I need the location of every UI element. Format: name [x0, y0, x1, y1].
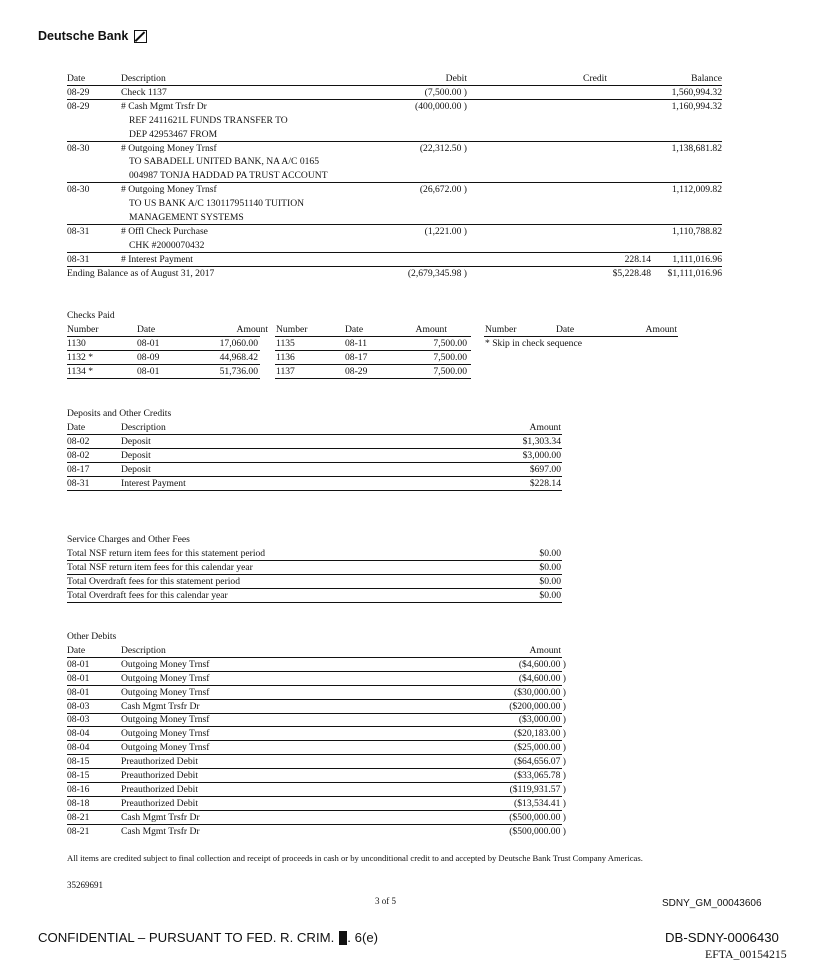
debit-amount: ($30,000.00 ) [514, 686, 566, 698]
other-debits-title-text: Other Debits [67, 631, 117, 642]
debit-date: 08-04 [67, 728, 90, 740]
fee-description: Total NSF return item fees for this calendar year [67, 561, 253, 573]
debit-amount: ($64,656.07 ) [514, 756, 566, 768]
checks-header [67, 323, 722, 337]
other-debit-row [67, 783, 722, 797]
other-debit-row [67, 672, 722, 686]
transaction-date: 08-30 [67, 184, 90, 196]
fee-description: Total Overdraft fees for this statement period [67, 575, 241, 587]
col-header-description: Description [121, 421, 166, 433]
transaction-description: TO SABADELL UNITED BANK, NA A/C 0165 [129, 156, 320, 168]
debit-description: Outgoing Money Trnsf [121, 714, 210, 726]
check-date: 08-01 [137, 337, 160, 349]
debit-date: 08-01 [67, 672, 90, 684]
transaction-description: # Cash Mgmt Trsfr Dr [121, 100, 207, 112]
other-debit-row [67, 769, 722, 783]
other-debit-row [67, 686, 722, 700]
transaction-debit: (22,312.50 ) [419, 142, 467, 154]
transactions-header [67, 72, 722, 86]
fee-amount: $0.00 [539, 575, 561, 587]
col-header-description: Description [121, 644, 166, 656]
debit-date: 08-03 [67, 700, 90, 712]
transaction-debit: (26,672.00 ) [419, 184, 467, 196]
deposit-amount: $697.00 [529, 463, 561, 475]
ending-balance-total: $1,111,016.96 [667, 267, 722, 279]
transaction-description: TO US BANK A/C 130117951140 TUITION [129, 198, 305, 210]
confidential-prefix: CONFIDENTIAL – PURSUANT TO FED. R. CRIM. [38, 930, 335, 945]
transaction-description: # Interest Payment [121, 253, 193, 265]
check-amount: 17,060.00 [219, 337, 258, 349]
debit-date: 08-18 [67, 797, 90, 809]
checks-paid-title [67, 309, 722, 323]
deposit-description: Interest Payment [121, 477, 186, 489]
transaction-description: 004987 TONJA HADDAD PA TRUST ACCOUNT [129, 170, 328, 182]
debit-description: Outgoing Money Trnsf [121, 672, 210, 684]
row-rule [67, 378, 260, 379]
debit-date: 08-21 [67, 825, 90, 837]
check-date: 08-29 [345, 365, 368, 377]
deposit-description: Deposit [121, 463, 151, 475]
transaction-row-continuation [67, 239, 722, 253]
deposit-date: 08-17 [67, 463, 90, 475]
check-amount: 7,500.00 [433, 351, 467, 363]
deutsche-bank-slash-icon [134, 30, 147, 43]
debit-amount: ($4,600.00 ) [518, 672, 566, 684]
deposit-description: Deposit [121, 435, 151, 447]
check-row [67, 337, 722, 351]
ending-balance-label: Ending Balance as of August 31, 2017 [67, 267, 215, 279]
other-debit-row [67, 727, 722, 741]
row-rule [67, 602, 562, 603]
disclaimer: All items are credited subject to final collection and receipt of proceeds in cash or by unconditional credit to and accepted by Deutsche Bank Trust Company Americas. [67, 853, 643, 863]
check-number: 1132 * [67, 351, 94, 363]
transaction-row-continuation [67, 128, 722, 142]
transaction-balance: 1,112,009.82 [671, 184, 722, 196]
transaction-date: 08-29 [67, 100, 90, 112]
row-rule [275, 378, 471, 379]
deposit-row [67, 435, 722, 449]
transaction-balance: 1,560,994.32 [671, 86, 722, 98]
check-number: 1137 [276, 365, 295, 377]
deposit-date: 08-31 [67, 477, 90, 489]
col-header-date: Date [67, 644, 86, 656]
transaction-row [67, 225, 722, 239]
check-amount: 7,500.00 [433, 337, 467, 349]
col-header-amount: Amount [645, 323, 677, 335]
bates-number-sdny: SDNY_GM_00043606 [662, 898, 762, 909]
debit-date: 08-03 [67, 714, 90, 726]
transaction-description: # Outgoing Money Trnsf [121, 142, 217, 154]
col-header-date: Date [345, 323, 364, 335]
col-header-amount: Amount [415, 323, 447, 335]
deposit-date: 08-02 [67, 435, 90, 447]
col-header-date: Date [556, 323, 575, 335]
transaction-row-continuation [67, 169, 722, 183]
deposit-amount: $228.14 [529, 477, 561, 489]
debit-amount: ($500,000.00 ) [509, 825, 566, 837]
col-header-debit: Debit [445, 73, 467, 84]
other-debits-title [67, 630, 722, 644]
check-amount: 7,500.00 [433, 365, 467, 377]
transaction-row [67, 183, 722, 197]
transaction-debit: (400,000.00 ) [415, 100, 467, 112]
other-debit-row [67, 811, 722, 825]
transaction-date: 08-31 [67, 225, 90, 237]
fee-amount: $0.00 [539, 561, 561, 573]
ending-credit-total: $5,228.48 [612, 267, 651, 279]
efta-number: EFTA_00154215 [705, 947, 787, 961]
fee-row [67, 575, 722, 589]
col-header-date: Date [67, 73, 86, 84]
bank-logo [38, 29, 147, 43]
other-debit-row [67, 755, 722, 769]
deposits-header [67, 421, 722, 435]
col-header-number: Number [276, 323, 308, 335]
check-date: 08-01 [137, 365, 160, 377]
debit-description: Cash Mgmt Trsfr Dr [121, 825, 200, 837]
debit-description: Preauthorized Debit [121, 770, 198, 781]
transaction-description: CHK #2000070432 [129, 239, 205, 251]
check-row [67, 365, 722, 379]
check-date: 08-11 [345, 337, 368, 349]
other-debit-row [67, 700, 722, 714]
fee-row [67, 589, 722, 603]
page-number: 3 of 5 [375, 896, 396, 906]
ending-debit-total: (2,679,345.98 ) [407, 267, 467, 279]
checks-paid-title-text: Checks Paid [67, 310, 115, 321]
transaction-description: # Outgoing Money Trnsf [121, 184, 217, 196]
col-header-amount: Amount [529, 421, 561, 433]
fee-amount: $0.00 [539, 589, 561, 601]
deposit-date: 08-02 [67, 449, 90, 461]
transaction-credit: 228.14 [624, 253, 651, 265]
col-header-description: Description [121, 73, 166, 84]
deposit-row [67, 463, 722, 477]
confidential-suffix: . 6(e) [347, 930, 379, 945]
transaction-balance: 1,138,681.82 [671, 142, 722, 154]
redaction-box [339, 931, 347, 945]
debit-date: 08-16 [67, 783, 90, 795]
transaction-date: 08-29 [67, 86, 90, 98]
debit-date: 08-04 [67, 742, 90, 754]
transaction-row [67, 142, 722, 156]
other-debit-row [67, 741, 722, 755]
account-code: 35269691 [67, 880, 103, 890]
debit-amount: ($20,183.00 ) [514, 728, 566, 740]
check-amount: 44,968.42 [219, 351, 258, 363]
debit-description: Outgoing Money Trnsf [121, 686, 210, 698]
debit-date: 08-01 [67, 658, 90, 670]
debit-date: 08-21 [67, 811, 90, 823]
deposit-description: Deposit [121, 449, 151, 461]
transaction-date: 08-30 [67, 142, 90, 154]
debit-amount: ($200,000.00 ) [509, 700, 566, 712]
deposit-amount: $3,000.00 [522, 449, 561, 461]
other-debit-row [67, 713, 722, 727]
transaction-debit: (7,500.00 ) [424, 86, 467, 98]
debit-description: Outgoing Money Trnsf [121, 728, 210, 740]
transaction-description: Check 1137 [121, 86, 167, 98]
other-debit-row [67, 658, 722, 672]
col-header-number: Number [67, 323, 99, 335]
check-number: 1134 * [67, 365, 94, 377]
skip-sequence-note: * Skip in check sequence [485, 337, 582, 349]
debit-amount: ($13,534.41 ) [514, 797, 566, 809]
debit-amount: ($119,931.57 ) [509, 783, 566, 795]
fee-description: Total Overdraft fees for this calendar year [67, 589, 228, 601]
debit-date: 08-01 [67, 686, 90, 698]
confidential-notice [38, 930, 378, 945]
transaction-balance: 1,110,788.82 [671, 225, 722, 237]
transaction-balance: 1,111,016.96 [672, 253, 722, 265]
debit-description: Outgoing Money Trnsf [121, 658, 210, 670]
transaction-debit: (1,221.00 ) [424, 225, 467, 237]
transaction-row-continuation [67, 211, 722, 225]
fees-title [67, 533, 722, 547]
col-header-amount: Amount [529, 644, 561, 656]
transaction-row-continuation [67, 114, 722, 128]
col-header-amount: Amount [236, 323, 268, 335]
transaction-row [67, 100, 722, 114]
other-debits-header [67, 644, 722, 658]
fee-description: Total NSF return item fees for this statement period [67, 547, 266, 559]
debit-amount: ($25,000.00 ) [514, 742, 566, 754]
other-debit-row [67, 797, 722, 811]
fee-row [67, 547, 722, 561]
other-debit-row [67, 825, 722, 839]
debit-description: Cash Mgmt Trsfr Dr [121, 700, 200, 712]
col-header-number: Number [485, 323, 517, 335]
ending-balance-row [67, 267, 722, 281]
debit-description: Preauthorized Debit [121, 783, 198, 795]
row-rule [67, 490, 562, 491]
debit-date: 08-15 [67, 756, 90, 768]
transaction-description: DEP 42953467 FROM [129, 128, 218, 140]
debit-description: Preauthorized Debit [121, 756, 198, 768]
transaction-row [67, 253, 722, 267]
bank-name: Deutsche Bank [38, 29, 129, 43]
transaction-description: # Offl Check Purchase [121, 225, 208, 237]
col-header-credit: Credit [583, 73, 607, 84]
deposits-title-text: Deposits and Other Credits [67, 408, 172, 419]
col-header-date: Date [67, 421, 86, 433]
transaction-row [67, 86, 722, 100]
col-header-date: Date [137, 323, 156, 335]
deposit-row [67, 449, 722, 463]
check-row [67, 351, 722, 365]
debit-amount: ($500,000.00 ) [509, 811, 566, 823]
debit-description: Preauthorized Debit [121, 797, 198, 809]
deposit-row [67, 477, 722, 491]
deposits-title [67, 407, 722, 421]
fees-title-text: Service Charges and Other Fees [67, 534, 190, 545]
fee-row [67, 561, 722, 575]
debit-amount: ($4,600.00 ) [518, 658, 566, 670]
deposit-amount: $1,303.34 [522, 435, 561, 447]
transaction-row-continuation [67, 155, 722, 169]
debit-amount: ($3,000.00 ) [518, 714, 566, 726]
transaction-row-continuation [67, 197, 722, 211]
debit-date: 08-15 [67, 770, 90, 781]
bates-number-db: DB-SDNY-0006430 [665, 930, 779, 945]
check-amount: 51,736.00 [219, 365, 258, 377]
check-number: 1135 [276, 337, 295, 349]
transaction-description: MANAGEMENT SYSTEMS [129, 212, 244, 223]
check-number: 1136 [276, 351, 295, 363]
transaction-description: REF 2411621L FUNDS TRANSFER TO [129, 114, 288, 126]
check-date: 08-17 [345, 351, 368, 363]
transaction-balance: 1,160,994.32 [671, 100, 722, 112]
debit-description: Outgoing Money Trnsf [121, 742, 210, 754]
transaction-date: 08-31 [67, 253, 90, 265]
fee-amount: $0.00 [539, 547, 561, 559]
debit-amount: ($33,065.78 ) [514, 770, 566, 781]
check-number: 1130 [67, 337, 86, 349]
debit-description: Cash Mgmt Trsfr Dr [121, 811, 200, 823]
check-date: 08-09 [137, 351, 160, 363]
col-header-balance: Balance [691, 73, 722, 84]
